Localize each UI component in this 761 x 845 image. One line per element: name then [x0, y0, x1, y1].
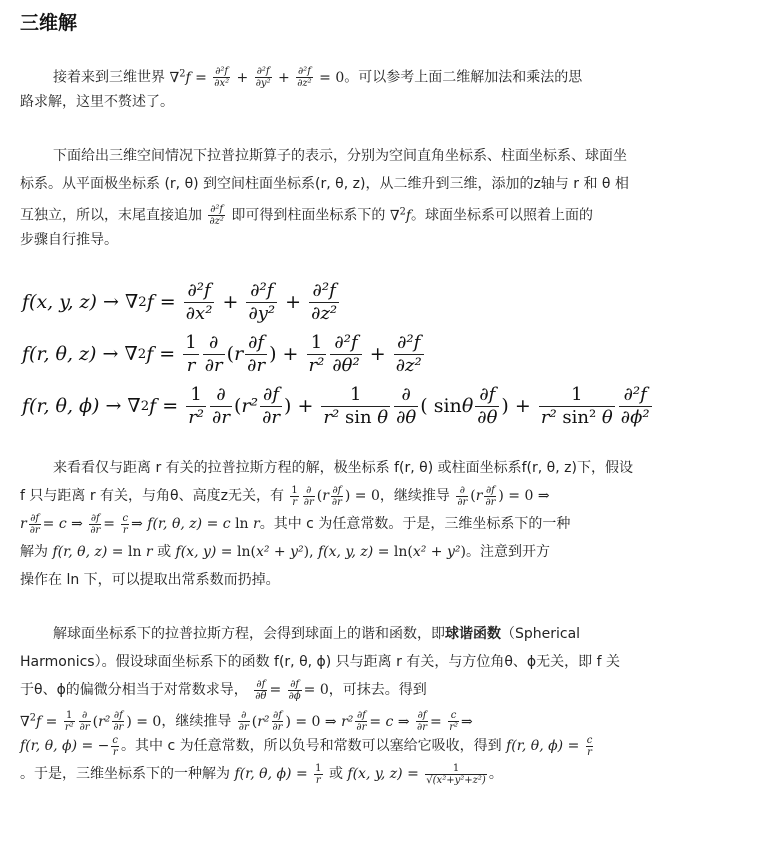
- equation-spherical: f(r, θ, ϕ) → ∇ 2 f = $\frac{1}{\text{r²}}$ ∂ ∂r ( r² ∂f ∂r ) + $\frac{1}{\text{r² sin θ}}$ ∂ ∂θ ( sin θ ∂f ∂θ ) + $\frac{1}{\text{r² sin² θ}}$ ∂²f ∂ϕ²: [22, 383, 650, 428]
- p4-line1-bold: 球谐函数: [445, 626, 501, 642]
- p1-text-c: 路求解，这里不赘述了。: [20, 94, 174, 110]
- p3-formula-4: f(r, θ, z) = ln r: [52, 544, 153, 560]
- p2-line3-c: 。球面坐标系可以照着上面的: [411, 207, 594, 224]
- p2-line3-b: 即可得到柱面坐标系下的: [231, 207, 386, 224]
- p3-line2-a: f 只与距离 r 有关，与角θ、高度z无关，有: [20, 488, 284, 504]
- p3-formula-2: $\frac{\partial}{\partial r}$ (r $\frac{\partial f}{\partial r}$ ) = 0 ⇒: [457, 484, 550, 508]
- p3-line4-b: 或: [157, 544, 172, 560]
- p4-formula-6: f(r, θ, ϕ) = $\frac{1}{r}$: [234, 762, 322, 786]
- p3-formula-1: $\frac{1}{r}$ $\frac{\partial}{\partial r}$ (r $\frac{\partial f}{\partial r}$ ) = 0: [291, 484, 380, 508]
- p2-formula-dz: $\frac{\text{∂²f}}{\text{∂z²}}$: [209, 204, 224, 228]
- p4-formula-7: f(x, y, z) = $\frac{1}{\text{√(x²+y²+z²)}}$: [347, 762, 486, 786]
- laplacian-equations: [22, 276, 654, 432]
- p3-line4-a: 解为: [20, 544, 48, 560]
- p3-line2-b: ，继续推导: [379, 488, 450, 504]
- paragraph-intro: [20, 60, 720, 116]
- p4-line1-a: 解球面坐标系下的拉普拉斯方程，会得到球面上的谐和函数，即: [53, 626, 445, 642]
- p3-line5: 操作在 ln 下，可以提取出常系数而扔掉。: [20, 572, 280, 588]
- p2-line3-a: 互独立，所以，末尾直接追加: [20, 207, 202, 224]
- p4-line3-b: ，可抹去。得到: [328, 682, 427, 698]
- p4-formula-3: $\frac{\partial}{\partial r}$ (r² $\frac{\partial f}{\partial r}$ ) = 0 ⇒ r² $\frac{\partial f}{\partial r}$ = c ⇒ $\frac{\partial f}{\partial r}$ = $\frac{c}{\text{r²}}$ ⇒: [238, 710, 473, 734]
- p4-line5-a: 。其中 c 为任意常数，所以负号和常数可以塞给它吸收，得到: [121, 738, 502, 754]
- p4-line6-c: 。: [488, 766, 503, 782]
- p3-formula-5: f(x, y) = ln(x² + y²), f(x, y, z) = ln(x² + y²): [175, 544, 466, 560]
- paragraph-radial-solution: [20, 454, 720, 594]
- section-heading: 三维解: [20, 12, 78, 34]
- p2-line1: 下面给出三维空间情况下拉普拉斯算子的表示，分别为空间直角坐标系、柱面坐标系、球面坐: [53, 148, 627, 164]
- p4-line6-b: 或: [328, 766, 343, 782]
- p4-line2: Harmonics）。假设球面坐标系下的函数 f(r, θ, ϕ) 只与距离 r 有关，与方位角θ、ϕ无关，即 f 关: [20, 654, 620, 670]
- paragraph-spherical-harmonics: [20, 620, 720, 788]
- equation-cylindrical: f(r, θ, z) → ∇ 2 f = $\frac{1}{r}$ ∂ ∂r ( r ∂f ∂r ) + $\frac{1}{\text{r²}}$ ∂²f ∂θ² + $\frac{\text{∂²f}}{\text{∂z²}}$: [22, 331, 422, 376]
- p3-line3-a: 。其中 c 为任意常数。于是，三维坐标系下的一种: [259, 516, 571, 532]
- p4-formula-5: f(r, θ, ϕ) = $\frac{c}{r}$: [506, 734, 593, 758]
- p4-formula-2: ∇$^2$f = $\frac{1}{\text{r²}}$ $\frac{\partial}{\partial r}$ (r² $\frac{\partial f}{\partial r}$ ) = 0: [20, 710, 162, 734]
- p1-formula: ∇$^2$f = $\frac{\text{∂²f}}{\text{∂x²}}$ + $\frac{\text{∂²f}}{\text{∂y²}}$ + $\frac{\text{∂²f}}{\text{∂z²}}$ = 0: [169, 66, 345, 90]
- p3-line4-c: 。注意到开方: [465, 544, 550, 560]
- p4-line1-b: （Spherical: [501, 626, 581, 642]
- p4-line3-a: 于θ、ϕ的偏微分相当于对常数求导，: [20, 682, 248, 698]
- paragraph-coordinate-systems: [20, 142, 720, 254]
- p2-formula-laplace: ∇$^2$f: [389, 206, 412, 224]
- p3-line1: 来看看仅与距离 r 有关的拉普拉斯方程的解，极坐标系 f(r, θ) 或柱面坐标系f(r, θ, z)下，假设: [53, 460, 633, 476]
- equation-cartesian: f(x, y, z) → ∇ 2 f = $\frac{\text{∂²f}}{\text{∂x²}}$ + $\frac{\text{∂²f}}{\text{∂y²}}$ + $\frac{\text{∂²f}}{\text{∂z²}}$: [22, 279, 338, 324]
- p3-formula-3: r $\frac{\partial f}{\partial r}$ = c ⇒ $\frac{\partial f}{\partial r}$ = $\frac{c}{r}$ ⇒ f(r, θ, z) = c ln r: [20, 512, 260, 536]
- p1-text-a: 接着来到三维世界: [53, 69, 165, 86]
- p4-formula-1: $\frac{\partial f}{\partial\theta}$ = $\frac{\partial f}{\partial\phi}$ = 0: [255, 678, 329, 702]
- p2-line4: 步骤自行推导。: [20, 232, 118, 248]
- p4-line6-a: 。于是，三维坐标系下的一种解为: [20, 766, 230, 782]
- p4-line4-a: ，继续推导: [161, 713, 232, 730]
- p1-text-b: 。可以参考上面二维解加法和乘法的思: [344, 69, 583, 86]
- p4-formula-4: f(r, θ, ϕ) = − $\frac{c}{r}$: [20, 734, 119, 758]
- p2-line2: 标系。从平面极坐标系 (r, θ) 到空间柱面坐标系(r, θ, z)，从二维升到三维，添加的z轴与 r 和 θ 相: [20, 176, 629, 192]
